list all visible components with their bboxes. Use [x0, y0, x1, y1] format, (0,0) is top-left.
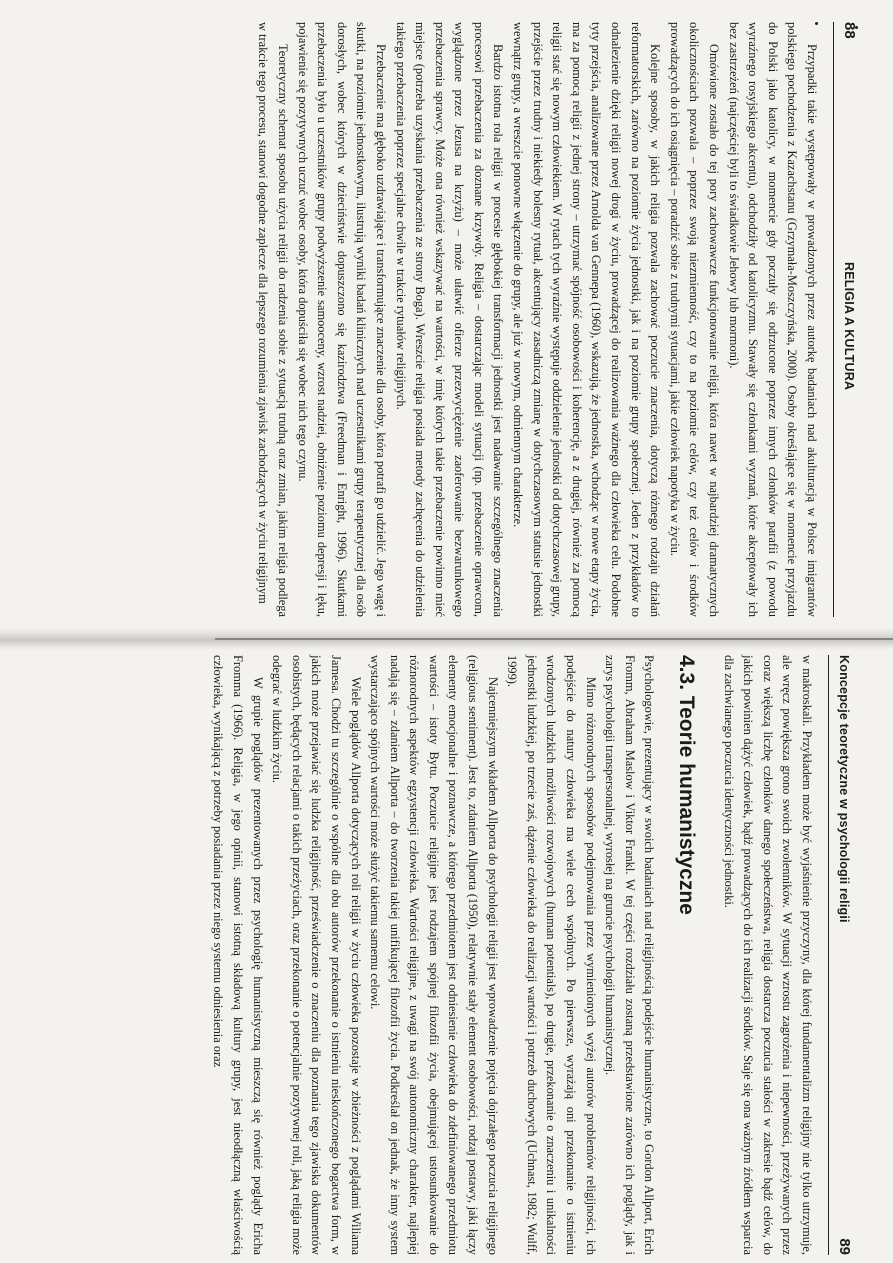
left-page-number: 88 — [841, 22, 858, 39]
right-page-number: 89 — [836, 1238, 853, 1255]
left-page-header — [833, 22, 860, 617]
paragraph: w makroskali. Przykładem może być wyjaśnienie przyczyny, dla której fundamentalizm religijny nie tylko utrzymuje, ale wręcz powiększa grono swoich zwolenników. W sytuacji wzrostu zagrożenia i niepewności, przeżywanych przez coraz większą liczbę członków danego społeczeństwa, religia dostarcza poczucia stałości w zakresie bądź celów, do jakich powinien dążyć człowiek, bądź prowadzących do ich realizacji środków. Staje się ona ważnym źródłem wsparcia dla zachwianego poczucia identyczności jednostki. — [721, 655, 814, 1255]
right-page — [140, 655, 855, 1255]
paragraph: Przypadki takie występowały w prowadzonych przez autorkę badaniach nad akulturacją w Polsce imigrantów polskiego pochodzenia z Kazachstanu (Grzymała-Moszczyńska, 2000). Osoby określające się w momencie przyjazdu do Polski jako katolicy, w momencie gdy poczuły się odrzucone poprzez innych członków parafii (z powodu wyraźnego rosyjskiego akcentu), odchodziły od katolicyzmu. Stawały się członkami wyznań, które akceptowały ich bez zastrzeżeń (najczęściej byli to świadkowie Jehowy lub mormoni). — [726, 22, 819, 617]
section-title: 4.3. Teorie humanistyczne — [675, 655, 699, 915]
paragraph: Najcenniejszym wkładem Allporta do psychologii religii jest wprowadzenie pojęcia dojrzałego poczucia religijnego (religious sentiment). Jest to, zdaniem Allporta (1950), relatywnie stały element osobowości, rodzaj postawy, jaki łączy elementy emocjonalne i poznawcze, a którego przedmiotem jest odniesienie człowieka do zdefiniowanego przedmiotu wartości – istoty Bytu. Poczucie religijne jest rodzajem spójnej filozofii życia, obejmującej ustosunkowanie do różnorodnych aspektów egzystencji człowieka. Wartości religijne, z uwagi na swój autonomiczny charakter, najlepiej nadają się – zdaniem Allporta – do tworzenia takiej unifikującej filozofii życia. Podkreślał on jednak, że inny system wystarczająco spójnych wartości może służyć takiemu samemu celowi. — [368, 655, 500, 1255]
right-running-head: Koncepcje teoretyczne w psychologii religii — [837, 655, 851, 923]
paragraph: Kolejne sposoby, w jakich religia pozwala zachować poczucie znaczenia, dotyczą różnego rodzaju działań reformatorskich, zarówno na poziomie życia jednostki, jak i na poziomie grupy społecznej. Jeden z przykładów to odnalezienie dzięki religii nowej drogi w życiu, prowadzącej do realizowania ważnego dla człowieka celu. Podobne tyty przejścia, analizowane przez Arnolda van Gennepa (1960), wskazują, że jednostka, wchodząc w nowe etapy życia, ma za pomocą religii z jednej strony – utrzymać spójność osobowości i koherencję, a z drugiej, również za pomocą religii stać się nowym człowiekiem. W rytach tych wyraźnie występuje oddzielenie jednostki od dotychczasowej grupy, przejście przez trudny i niekiedy bolesny rytuał, akcentujący zasadniczą zmianę w dotychczasowym statusie jednostki wewnątrz grupy, a wreszcie ponowne włączenie do grupy, ale już w nowym, odmiennym charakterze. — [511, 22, 663, 617]
left-page — [145, 22, 860, 617]
paragraph: Przebaczenie ma głęboko uzdrawiające i transformujące znaczenie dla osoby, która potrafi go udzielić. Jego wagę i skutki, na poziomie jednostkowym, ilustrują wyniki badań klinicznych nad uczestnikami grupy terapeutycznej dla osób dorosłych, wobec których w dzieciństwie dopuszczono się kazirodztwa (Freedman i Enright, 1996). Skutkami przebaczenia było u uczestników grupy podwyższenie samooceny, wzrost nadziei, obniżenie poziomu depresji i lęku, pojawienie się pozytywnych uczuć wobec osoby, która dopuściła się wobec nich tego czynu. — [295, 22, 388, 617]
gutter-shadow-line — [215, 638, 893, 640]
paragraph: W grupie poglądów prezentowanych przez psychologię humanistyczną mieszczą się również poglądy Ericha Fromma (1966). Religia, w jego opinii, stanowi istotną składową kultury grupy, jest nieodłączną właściwością człowieka, wynikającą z potrzeby posiadania przez niego systemu odniesienia oraz — [211, 655, 265, 1255]
left-running-head: RELIGIA A KULTURA — [842, 262, 856, 391]
paragraph: Psychologowie, prezentujący w swoich badaniach nad religijnością podejście humanistyczne, to Gordon Allport, Erich Fromm, Abraham Maslow i Viktor Frankl. W tej części rozdziału zostaną przedstawione zarówno ich poglądy, jak i zarys psychologii transpersonalnej, wyrosłej na gruncie psychologii humanistycznej. — [603, 655, 657, 1255]
paragraph: Omówione zostało do tej pory zachowawcze funkcjonowanie religii, która nawet w najbardziej dramatycznych okolicznościach pozwala – poprzez swoją niezmienność, czy to na poziomie celów, czy też celów i środków prowadzących do ich osiągnięcia – poradzić sobie z trudnymi sytuacjami, jakie człowiek napotyka w życiu. — [667, 22, 722, 617]
paragraph: Bardzo istotna rola religii w procesie głębokiej transformacji jednostki jest nadawanie szczególnego znaczenia procesowi przebaczenia za doznane krzywdy. Religia – dostarczając modeli sytuacji (np. przebaczenie oprawcom, wyglądzone przez Jezusa na krzyżu) – może ułatwić ofierze przezwyciężenie zaoferowanie bezwarunkowego przebaczenia sprawcy. Może ona również wskazywać na wartości, w imię których takie przebaczenie powinno mieć miejsce (potrzeba uzyskania przebaczenia ze strony Boga). Wreszcie religia posiada metody zachęcenia do udzielenia takiego przebaczenia poprzez specjalne chwile w trakcie rytuałów religijnych. — [393, 22, 506, 617]
right-page-header — [828, 655, 855, 1255]
paragraph: Wiele poglądów Allporta dotyczących roli religii w życiu człowieka pozostaje w zbieżności z poglądami Wiliama Jamesa. Chodzi tu szczególnie o wspólne dla obu autorów przekonanie o istnieniu nieskończonego bogactwa form, w jakich może przejawiać się ludzka religijność, przeświadczenie o znaczeniu dla poznania tego zjawiska dokumentów osobistych, będących relacjami o takich przeżyciach, oraz przekonanie o potencjalnie pozytywnej roli, jaką religia może odegrać w ludzkim życiu. — [270, 655, 363, 1255]
paragraph: Mimo różnorodnych sposobów podejmowania przez wymienionych wyżej autorów problemów religijności, ich podejście do natury człowieka ma wiele cech wspólnych. Po pierwsze, wyrażają oni przekonanie o istnieniu wrodzonych ludzkich możliwości rozwojowych (human potentials), po drugie, przekonanie o znaczeniu i unikalności jednostki ludzkiej, po trzecie zaś, dążenie człowieka do realizacji wartości i potrzeb duchowych (Uchnast, 1982; Wulff, 1999). — [505, 655, 598, 1255]
right-page-body — [208, 655, 816, 1255]
paragraph: Teoretyczny schemat sposobu użycia religii do radzenia sobie z sytuacją trudną oraz zmian, jakim religia podlega w trakcie tego procesu, stanowi dogodne zaplecze dla lepszego rozumienia zjawisk zachodzących w życiu religijnym — [256, 22, 290, 617]
left-page-body — [253, 22, 821, 617]
